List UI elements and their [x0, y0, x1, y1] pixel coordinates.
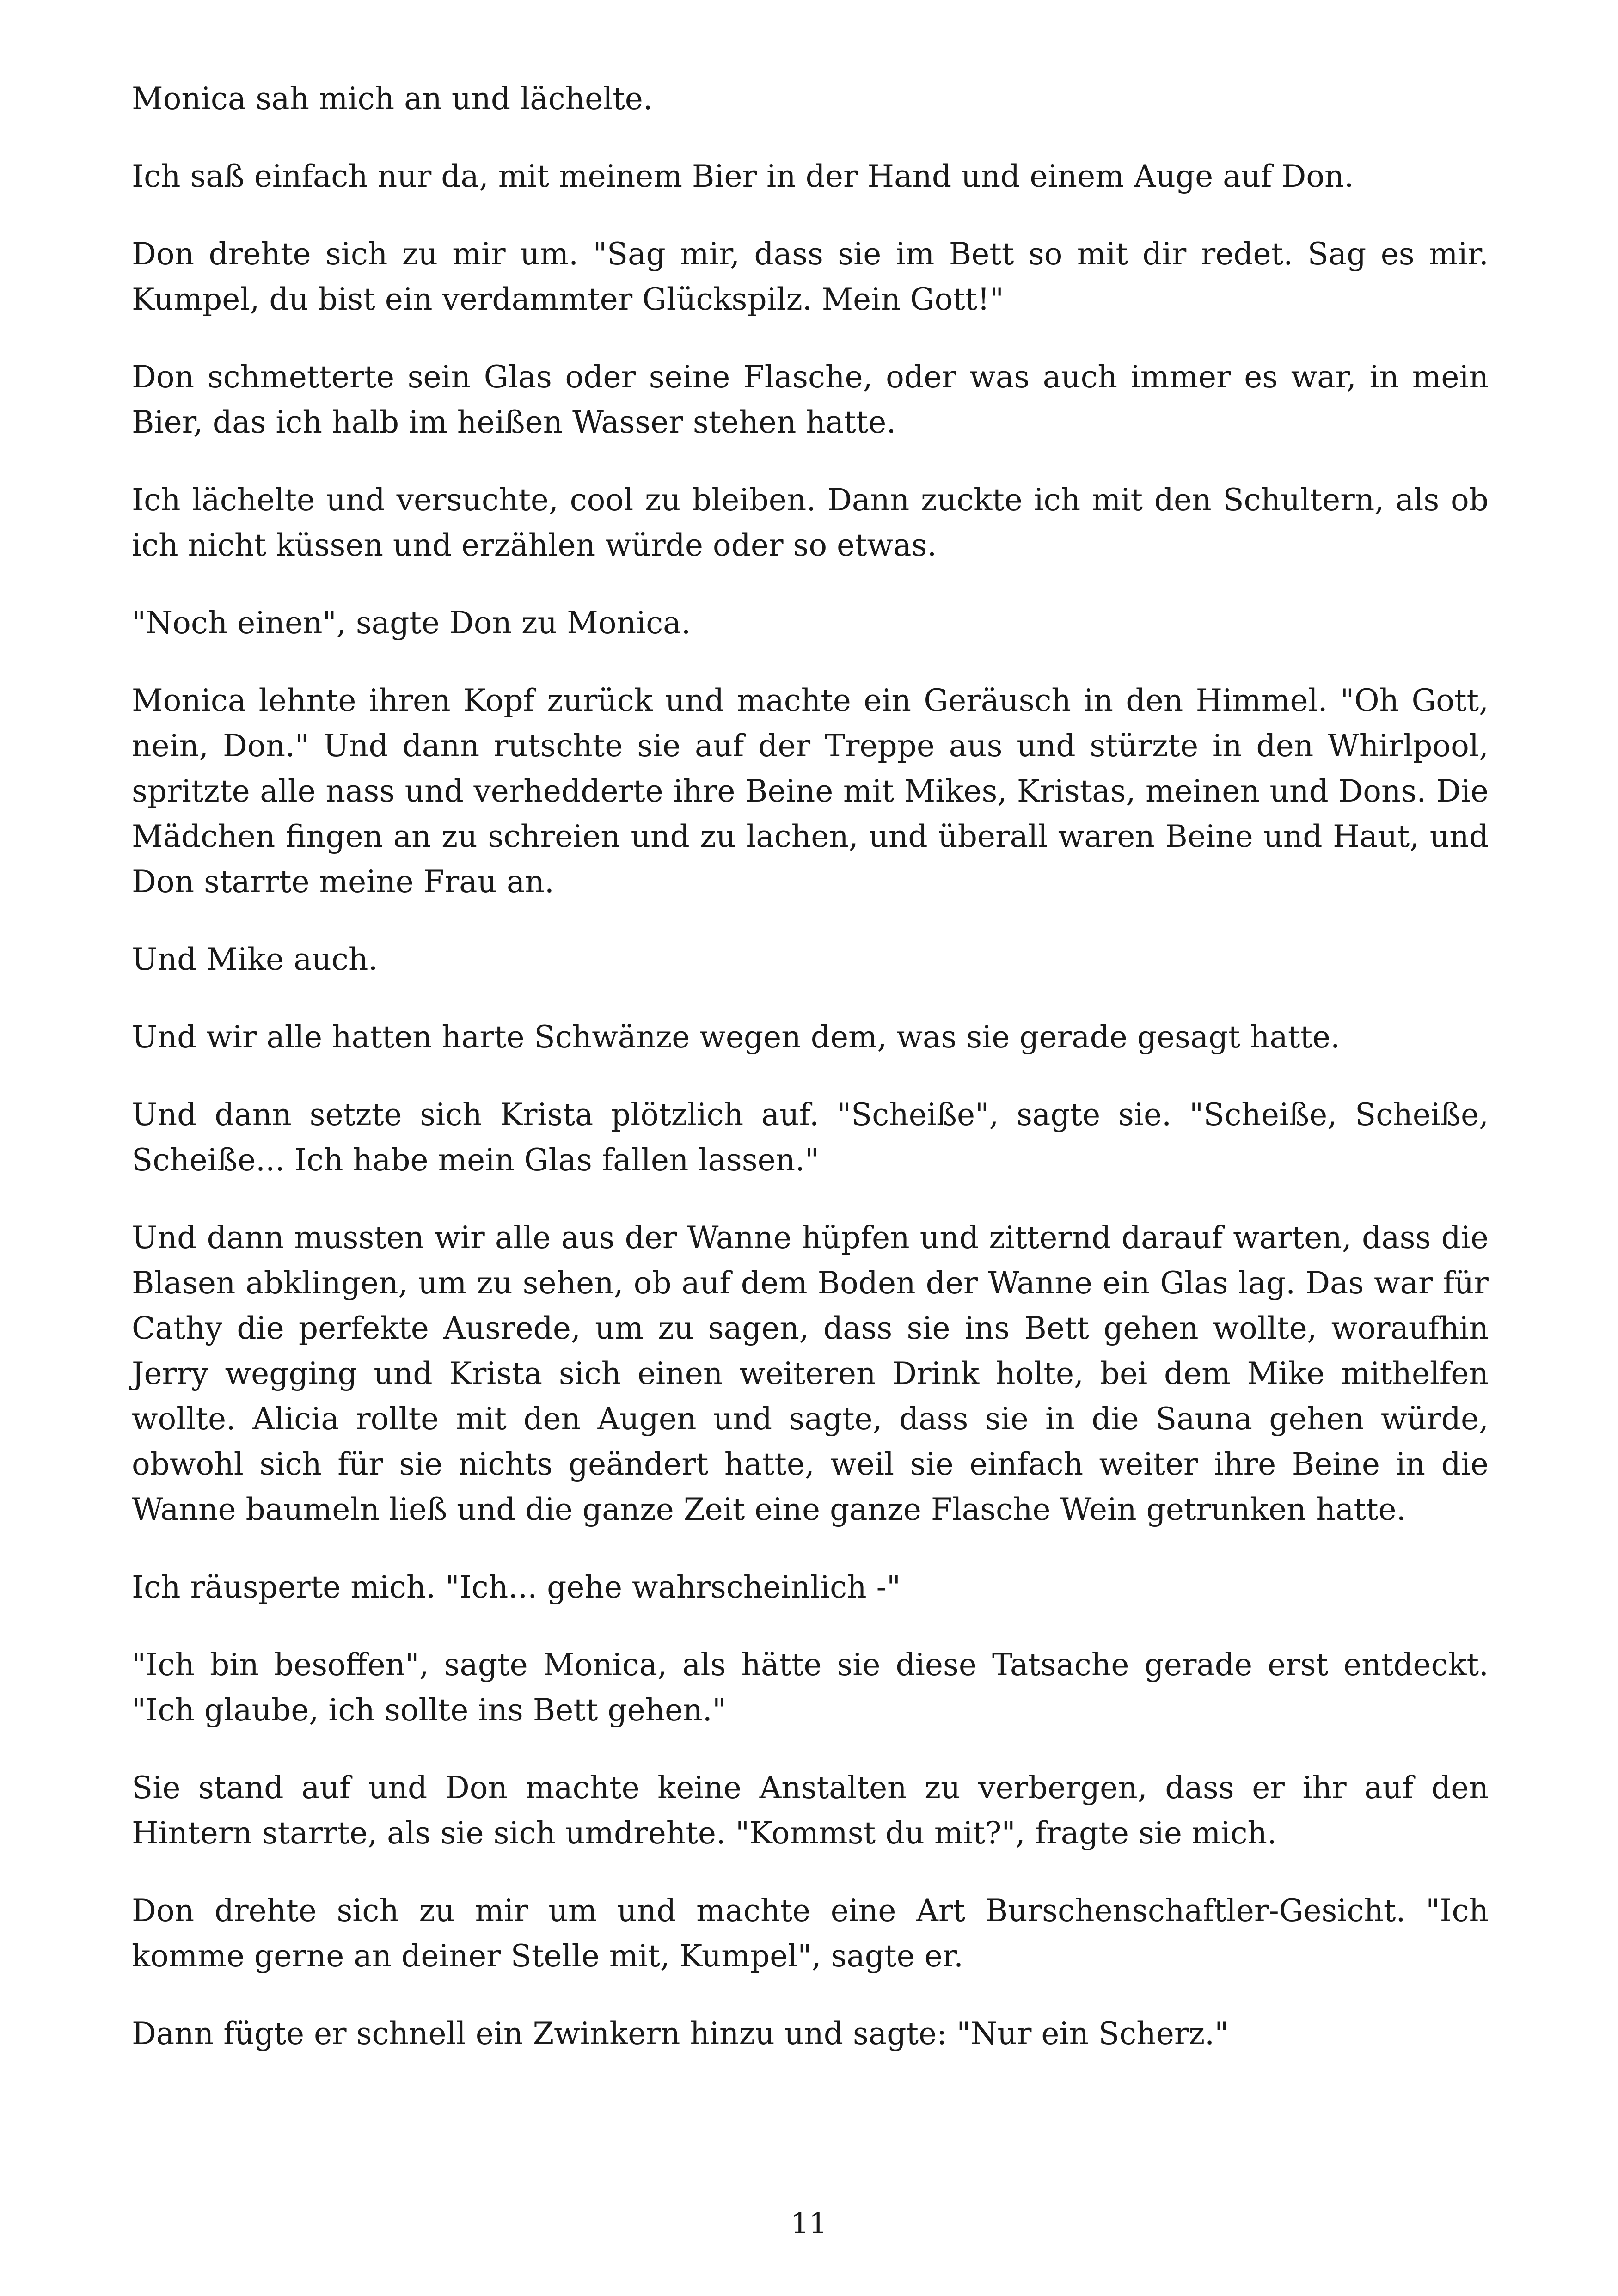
- paragraph: Ich räusperte mich. "Ich... gehe wahrscheinlich -": [132, 1569, 901, 1605]
- paragraph: Don drehte sich zu mir um und machte eine Art Burschenschaftler-Gesicht. "Ich komme gerne an deiner Stelle mit, Kumpel", sagte er.: [132, 1893, 1489, 1974]
- paragraph: Don schmetterte sein Glas oder seine Flasche, oder was auch immer es war, in mein Bier, das ich halb im heißen Wasser stehen hatte.: [132, 359, 1489, 440]
- document-page: [132, 76, 1489, 2089]
- paragraph: Dann fügte er schnell ein Zwinkern hinzu und sagte: "Nur ein Scherz.": [132, 2016, 1229, 2051]
- paragraph: Monica lehnte ihren Kopf zurück und machte ein Geräusch in den Himmel. "Oh Gott, nein, Don." Und dann rutschte sie auf der Treppe aus und stürzte in den Whirlpool, spritzte alle nass und verhedderte ihre Beine mit Mikes, Kristas, meinen und Dons. Die Mädchen fingen an zu schreien und zu lachen, und überall waren Beine und Haut, und Don starrte meine Frau an.: [132, 683, 1489, 900]
- page-number: 11: [791, 2206, 827, 2240]
- paragraph: Sie stand auf und Don machte keine Anstalten zu verbergen, dass er ihr auf den Hintern starrte, als sie sich umdrehte. "Kommst du mit?", fragte sie mich.: [132, 1770, 1489, 1851]
- paragraph: Und wir alle hatten harte Schwänze wegen dem, was sie gerade gesagt hatte.: [132, 1019, 1340, 1055]
- paragraph: Ich lächelte und versuchte, cool zu bleiben. Dann zuckte ich mit den Schultern, als ob ich nicht küssen und erzählen würde oder so etwas.: [132, 482, 1489, 563]
- paragraph: Don drehte sich zu mir um. "Sag mir, dass sie im Bett so mit dir redet. Sag es mir. Kumpel, du bist ein verdammter Glückspilz. Mein Gott!": [132, 236, 1489, 317]
- paragraph: Und dann setzte sich Krista plötzlich auf. "Scheiße", sagte sie. "Scheiße, Scheiße, Scheiße... Ich habe mein Glas fallen lassen.": [132, 1097, 1489, 1178]
- paragraph: "Ich bin besoffen", sagte Monica, als hätte sie diese Tatsache gerade erst entdeckt. "Ich glaube, ich sollte ins Bett gehen.": [132, 1647, 1489, 1728]
- paragraph: Ich saß einfach nur da, mit meinem Bier in der Hand und einem Auge auf Don.: [132, 159, 1354, 194]
- paragraph: Und dann mussten wir alle aus der Wanne hüpfen und zitternd darauf warten, dass die Blasen abklingen, um zu sehen, ob auf dem Boden der Wanne ein Glas lag. Das war für Cathy die perfekte Ausrede, um zu sagen, dass sie ins Bett gehen wollte, woraufhin Jerry wegging und Krista sich einen weiteren Drink holte, bei dem Mike mithelfen wollte. Alicia rollte mit den Augen und sagte, dass sie in die Sauna gehen würde, obwohl sich für sie nichts geändert hatte, weil sie einfach weiter ihre Beine in die Wanne baumeln ließ und die ganze Zeit eine ganze Flasche Wein getrunken hatte.: [132, 1220, 1489, 1527]
- paragraph: Und Mike auch.: [132, 942, 378, 977]
- paragraph: "Noch einen", sagte Don zu Monica.: [132, 605, 691, 641]
- paragraph: Monica sah mich an und lächelte.: [132, 81, 653, 116]
